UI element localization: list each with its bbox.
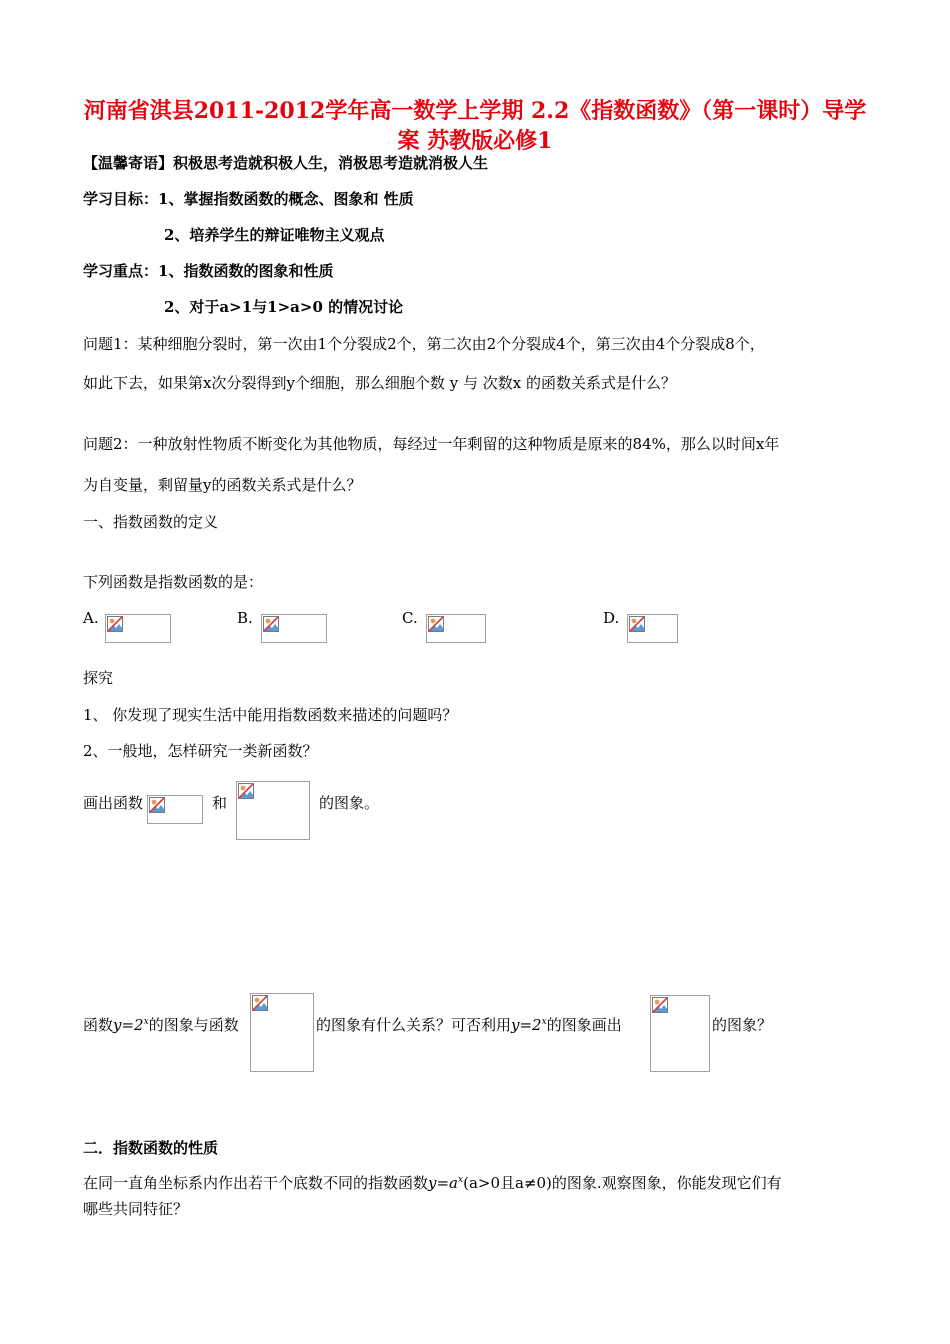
broken-image-icon [238, 783, 254, 799]
broken-image-icon [629, 616, 645, 632]
explore-heading: 探究 [83, 669, 114, 687]
property-line-2: 哪些共同特征？ [83, 1200, 189, 1218]
focus-item-2: 2、对于a>1与1>a>0 的情况讨论 [164, 298, 404, 316]
relation-part-3: 的图象有什么关系？可否利用 [316, 1016, 512, 1034]
choice-prompt: 下列函数是指数函数的是： [83, 573, 264, 591]
relation-exp-2: x [541, 1017, 547, 1027]
property-exponent: x [458, 1175, 464, 1185]
choice-d-formula-image [627, 614, 678, 643]
question-2-line-2: 为自变量，剩留量y的函数关系式是什么？ [83, 476, 362, 494]
relation-part-2: 的图象与函数 [148, 1016, 239, 1034]
section-2-heading: 二．指数函数的性质 [83, 1139, 219, 1157]
explore-question-2: 2、一般地，怎样研究一类新函数？ [83, 742, 318, 760]
broken-image-icon [252, 995, 268, 1011]
relation-eq-1: y=2 [113, 1016, 144, 1034]
relation-line [83, 1014, 239, 1035]
broken-image-icon [107, 616, 123, 632]
relation-part-1: 函数 [83, 1016, 114, 1034]
choice-a-label: A. [83, 609, 99, 627]
choice-b-formula-image [261, 614, 327, 643]
draw-suffix: 的图象。 [319, 794, 380, 812]
choice-d-label: D. [603, 609, 620, 627]
relation-eq-2: y=2 [511, 1016, 542, 1034]
property-text-c: (a>0且a≠0)的图象.观察图象，你能发现它们有 [463, 1174, 782, 1192]
broken-image-icon [428, 616, 444, 632]
relation-exp-1: x [143, 1017, 149, 1027]
draw-function-1-image [147, 795, 203, 824]
broken-image-icon [263, 616, 279, 632]
relation-line-cont [316, 1014, 622, 1035]
goals-item-2: 2、培养学生的辩证唯物主义观点 [164, 226, 385, 244]
choice-b-label: B. [237, 609, 253, 627]
draw-function-2-image [236, 781, 310, 840]
draw-prefix: 画出函数 [83, 794, 144, 812]
title-line-2: 案 苏教版必修1 [397, 128, 553, 154]
relation-function-image-1 [250, 993, 314, 1072]
explore-question-1: 1、 你发现了现实生活中能用指数函数来描述的问题吗？ [83, 706, 458, 724]
choice-c-formula-image [426, 614, 486, 643]
title-line-1: 河南省淇县2011-2012学年高一数学上学期 2.2《指数函数》（第一课时）导学 [83, 98, 867, 124]
document-title [60, 96, 890, 156]
relation-function-image-2 [650, 995, 710, 1072]
question-2-line-1: 问题2：一种放射性物质不断变化为其他物质，每经过一年剩留的这种物质是原来的84%，那么以时间x年 [83, 435, 780, 453]
relation-part-4: 的图象画出 [546, 1016, 622, 1034]
choice-a-formula-image [105, 614, 171, 643]
draw-and: 和 [212, 794, 228, 812]
broken-image-icon [652, 997, 668, 1013]
goals-label: 学习目标：1、掌握指数函数的概念、图象和 性质 [83, 190, 414, 208]
focus-label: 学习重点：1、指数函数的图象和性质 [83, 262, 334, 280]
property-formula: y=a [428, 1174, 459, 1192]
choice-c-label: C. [402, 609, 418, 627]
property-line-1 [83, 1172, 782, 1193]
property-text-a: 在同一直角坐标系内作出若干个底数不同的指数函数 [83, 1174, 429, 1192]
question-1-line-2: 如此下去，如果第x次分裂得到y个细胞，那么细胞个数 y 与 次数x 的函数关系式是什么？ [83, 374, 676, 392]
section-1-heading: 一、指数函数的定义 [83, 513, 219, 531]
tip-text: 【温馨寄语】积极思考造就积极人生，消极思考造就消极人生 [83, 154, 489, 172]
broken-image-icon [149, 797, 165, 813]
question-1-line-1: 问题1：某种细胞分裂时，第一次由1个分裂成2个，第二次由2个分裂成4个，第三次由4个分裂成8个， [83, 335, 765, 353]
relation-part-5: 的图象？ [712, 1016, 773, 1034]
